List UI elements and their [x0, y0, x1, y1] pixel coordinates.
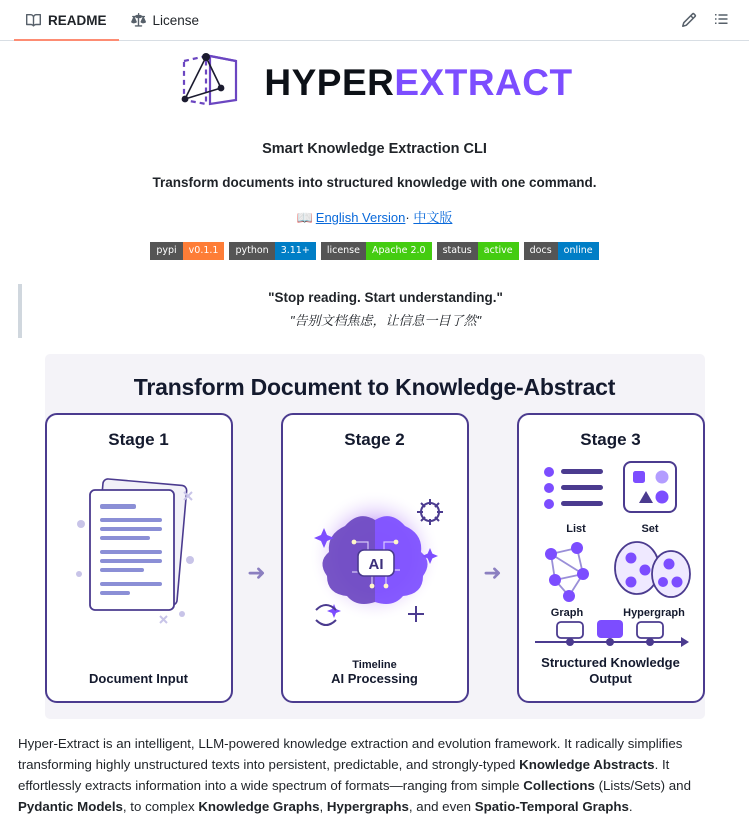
badge-key: docs: [524, 242, 558, 260]
stage-1-caption: Document Input: [89, 670, 188, 686]
svg-text:Hypergraph: Hypergraph: [622, 607, 685, 619]
timeline-sublabel: Timeline: [352, 659, 397, 671]
outline-list-icon[interactable]: [713, 12, 729, 28]
intro-text-2: . It effortlessly extracts information into a wide spectrum of formats—ranging from simple: [18, 757, 670, 793]
badge-key: status: [437, 242, 478, 260]
quote-line-en: "Stop reading. Start understanding.": [268, 290, 503, 305]
english-version-link[interactable]: English Version: [315, 210, 406, 225]
open-book-icon: 📖: [296, 210, 313, 225]
badge-key: pypi: [150, 242, 182, 260]
wordmark: [264, 61, 573, 103]
intro-bold-spatio-temporal-graphs: Spatio-Temporal Graphs: [474, 799, 629, 814]
quote-line-zh: "告别文档焦虑，让信息一目了然": [289, 313, 482, 328]
tab-label: License: [152, 12, 200, 28]
badge-key: license: [321, 242, 366, 260]
intro-bold-knowledge-abstracts: Knowledge Abstracts: [519, 757, 655, 772]
figure-stages: [45, 413, 705, 703]
wordmark-part1: HYPER: [264, 61, 395, 103]
intro-text-5: ,: [319, 799, 327, 814]
intro-text-1: Hyper-Extract is an intelligent, LLM-powered knowledge extraction and evolution framework. It radically simplifies transforming highly unstructured texts into persistent, predictable, and strongly-typed: [18, 736, 683, 772]
set-icon: [624, 462, 676, 512]
badge-value: online: [558, 242, 599, 260]
hyperextract-logo-icon: [176, 53, 250, 111]
badge-key: python: [229, 242, 274, 260]
stage-1-title: Stage 1: [108, 430, 169, 449]
language-links: [18, 207, 731, 226]
badge-value: Apache 2.0: [366, 242, 432, 260]
badge-value: active: [478, 242, 519, 260]
stage-3-caption: Structured Knowledge Output: [541, 654, 680, 686]
badge-docs[interactable]: [524, 242, 599, 260]
stage-3-graphic: [519, 457, 703, 655]
stage-2-title: Stage 2: [344, 430, 405, 449]
badge-pypi[interactable]: [150, 242, 224, 260]
svg-text:List: List: [565, 523, 586, 535]
arrow-1-icon: ➜: [247, 560, 266, 585]
intro-text-6: , and even: [408, 799, 475, 814]
badge-license[interactable]: [321, 242, 432, 260]
stage-3-title: Stage 3: [580, 430, 641, 449]
badge-value: 3.11+: [275, 242, 316, 260]
wordmark-part2: EXTRACT: [394, 61, 573, 103]
graph-icon: [545, 542, 589, 602]
intro-text-3: (Lists/Sets) and: [594, 778, 691, 793]
list-icon: [544, 467, 603, 509]
language-separator: ·: [405, 210, 410, 225]
svg-text:AI: AI: [368, 555, 383, 573]
badge-python[interactable]: [229, 242, 315, 260]
intro-paragraph: [18, 733, 731, 817]
readme-content: [0, 41, 749, 814]
tab-label: README: [48, 12, 107, 28]
page-subtitle: Smart Knowledge Extraction CLI: [262, 141, 487, 157]
tab-readme[interactable]: [14, 1, 119, 41]
hypergraph-icon: [615, 542, 690, 597]
figure-title: Transform Document to Knowledge-Abstract: [133, 374, 616, 400]
file-tabbar: [0, 0, 749, 41]
stage-3-card: [517, 413, 705, 703]
ai-brain-icon: [290, 464, 460, 649]
tabbar-spacer: [211, 0, 681, 40]
timeline-icon: [535, 620, 689, 647]
document-stack-icon: [64, 464, 214, 649]
blockquote: [18, 284, 731, 338]
intro-bold-hypergraphs: Hypergraphs: [326, 799, 409, 814]
stage-2-card: [281, 413, 469, 703]
intro-bold-collections: Collections: [523, 778, 595, 793]
edit-pencil-icon[interactable]: [681, 12, 697, 28]
stage-2-graphic: [283, 457, 467, 655]
badge-value: v0.1.1: [183, 242, 225, 260]
book-icon: [26, 13, 41, 28]
project-logo: [18, 41, 731, 115]
stage-1-graphic: [47, 457, 231, 655]
badge-row: [18, 242, 731, 260]
svg-text:Graph: Graph: [550, 607, 583, 619]
intro-text-4: , to complex: [122, 799, 199, 814]
intro-text-7: .: [628, 799, 633, 814]
intro-bold-pydantic-models: Pydantic Models: [18, 799, 123, 814]
intro-bold-knowledge-graphs: Knowledge Graphs: [198, 799, 320, 814]
stage-2-caption: AI Processing: [331, 670, 418, 686]
arrow-2-icon: ➜: [483, 560, 502, 585]
tabbar-actions: [681, 0, 735, 40]
stage-1-card: [45, 413, 233, 703]
page-tagline: Transform documents into structured knowledge with one command.: [152, 175, 597, 190]
chinese-version-link[interactable]: 中文版: [413, 210, 453, 225]
scale-icon: [131, 13, 146, 28]
tab-license[interactable]: [119, 1, 212, 41]
svg-text:Set: Set: [640, 523, 659, 535]
badge-status[interactable]: [437, 242, 519, 260]
pipeline-figure: [45, 354, 705, 719]
